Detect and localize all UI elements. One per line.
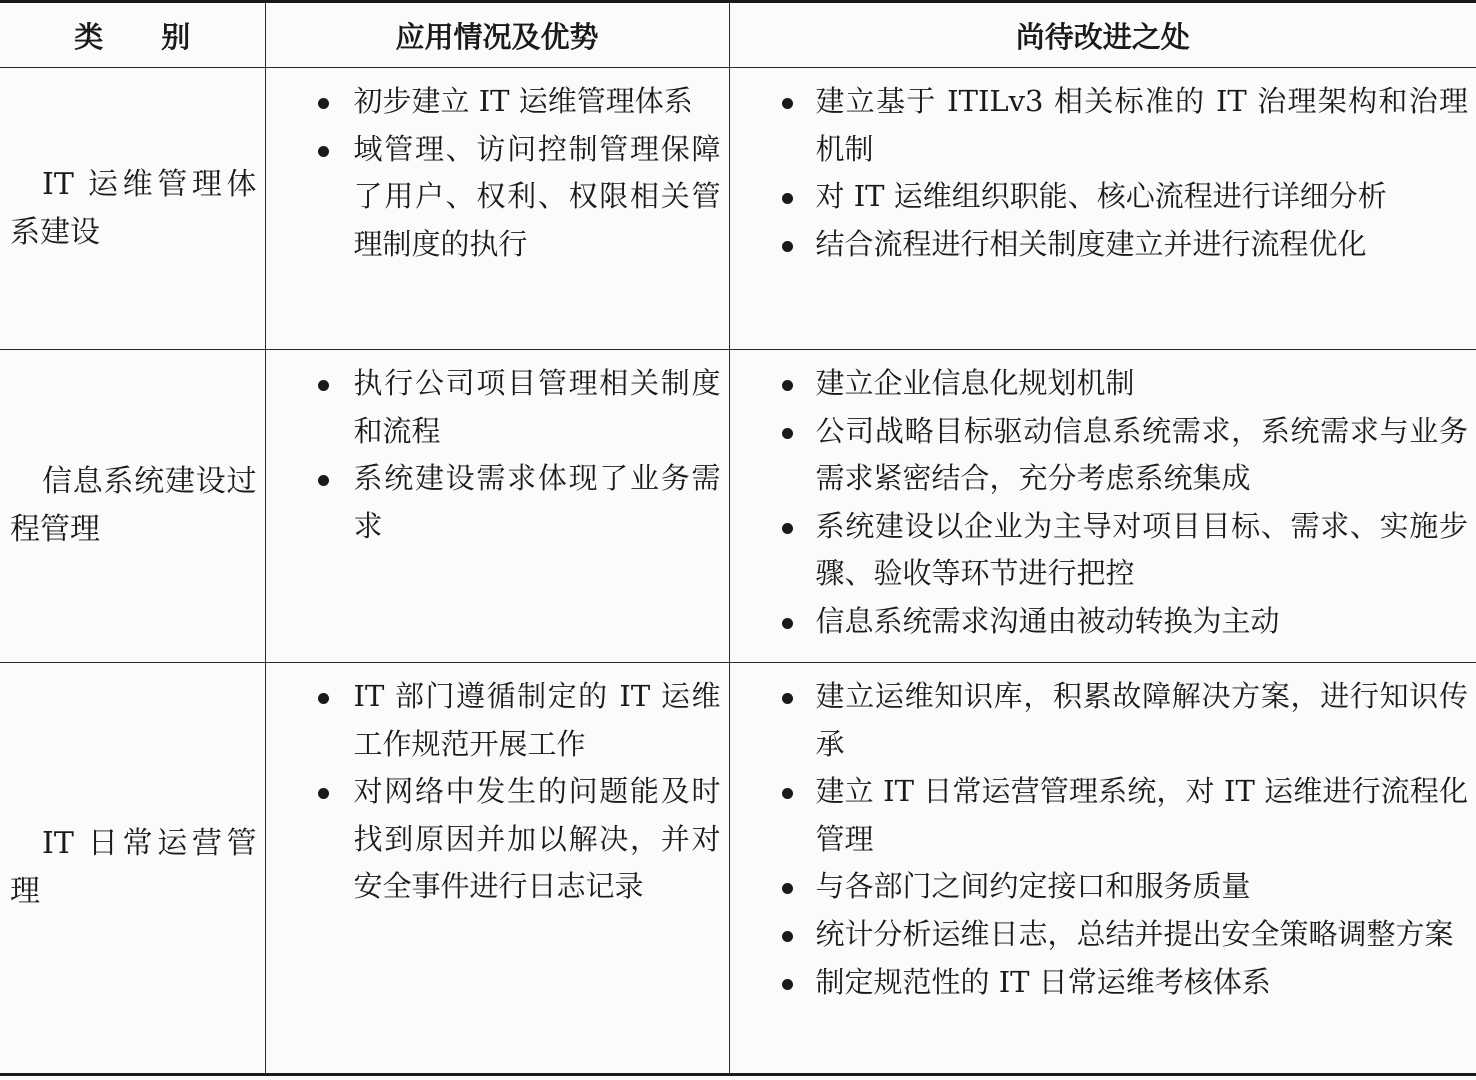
list-item <box>266 768 721 911</box>
category-cell: IT 运维管理体系建设 <box>0 68 265 350</box>
category-cell: 信息系统建设过程管理 <box>0 350 265 663</box>
advantages-cell <box>265 663 729 1075</box>
list-item-text: IT 部门遵循制定的 IT 运维工作规范开展工作 <box>353 679 721 761</box>
table-row <box>0 350 1476 663</box>
bullet-icon <box>782 788 793 799</box>
list-item <box>730 503 1469 598</box>
improvements-list <box>730 68 1476 268</box>
advantages-list <box>266 350 729 550</box>
advantages-cell <box>265 68 729 350</box>
list-item-text: 域管理、访问控制管理保障了用户、权利、权限相关管理制度的执行 <box>353 131 721 261</box>
bullet-icon <box>318 146 329 157</box>
list-item-text: 结合流程进行相关制度建立并进行流程优化 <box>815 226 1367 261</box>
list-item <box>730 173 1469 221</box>
bullet-icon <box>318 98 329 109</box>
list-item <box>266 455 721 550</box>
bullet-icon <box>782 931 793 942</box>
bullet-icon <box>782 693 793 704</box>
table-row <box>0 68 1476 350</box>
bullet-icon <box>318 788 329 799</box>
improvements-cell <box>729 350 1476 663</box>
list-item-text: 公司战略目标驱动信息系统需求，系统需求与业务需求紧密结合，充分考虑系统集成 <box>815 413 1468 496</box>
list-item-text: 建立基于 ITILv3 相关标准的 IT 治理架构和治理机制 <box>815 84 1468 166</box>
list-item <box>266 360 721 455</box>
list-item <box>266 78 721 126</box>
bullet-icon <box>318 380 329 391</box>
improvements-cell <box>729 663 1476 1075</box>
list-item <box>730 598 1469 646</box>
list-item-text: 建立运维知识库，积累故障解决方案，进行知识传承 <box>815 679 1468 761</box>
list-item-text: 建立 IT 日常运营管理系统，对 IT 运维进行流程化管理 <box>815 774 1468 856</box>
advantages-cell <box>265 350 729 663</box>
category-cell: IT 日常运营管理 <box>0 663 265 1075</box>
improvements-list <box>730 663 1476 1006</box>
list-item-text: 制定规范性的 IT 日常运维考核体系 <box>815 964 1271 999</box>
bullet-icon <box>782 883 793 894</box>
advantages-list <box>266 663 729 911</box>
list-item-text: 与各部门之间约定接口和服务质量 <box>815 869 1251 904</box>
header-advantages: 应用情况及优势 <box>265 2 729 68</box>
header-improvements: 尚待改进之处 <box>729 2 1476 68</box>
improvements-list <box>730 350 1476 646</box>
list-item-text: 系统建设以企业为主导对项目目标、需求、实施步骤、验收等环节进行把控 <box>815 508 1468 591</box>
list-item-text: 对网络中发生的问题能及时找到原因并加以解决，并对安全事件进行日志记录 <box>353 774 721 904</box>
list-item-text: 执行公司项目管理相关制度和流程 <box>353 366 721 448</box>
list-item <box>730 959 1469 1007</box>
bullet-icon <box>318 693 329 704</box>
list-item <box>266 126 721 269</box>
list-item <box>730 78 1469 173</box>
list-item-text: 统计分析运维日志，总结并提出安全策略调整方案 <box>815 916 1454 951</box>
list-item-text: 信息系统需求沟通由被动转换为主动 <box>815 603 1280 638</box>
list-item <box>730 768 1469 863</box>
bullet-icon <box>782 193 793 204</box>
bullet-icon <box>318 475 329 486</box>
bullet-icon <box>782 428 793 439</box>
list-item <box>730 673 1469 768</box>
header-category: 类别 <box>0 2 265 68</box>
list-item <box>730 408 1469 503</box>
list-item-text: 建立企业信息化规划机制 <box>815 366 1135 400</box>
bullet-icon <box>782 380 793 391</box>
bullet-icon <box>782 523 793 534</box>
list-item-text: 初步建立 IT 运维管理体系 <box>353 84 693 118</box>
bullet-icon <box>782 618 793 629</box>
list-item <box>730 863 1469 911</box>
header-row <box>0 2 1476 68</box>
list-item-text: 对 IT 运维组织职能、核心流程进行详细分析 <box>815 179 1387 214</box>
bullet-icon <box>782 241 793 252</box>
bullet-icon <box>782 98 793 109</box>
bullet-icon <box>782 979 793 990</box>
table-row <box>0 663 1476 1075</box>
list-item <box>730 360 1469 408</box>
list-item <box>730 221 1469 269</box>
list-item <box>266 673 721 768</box>
advantages-list <box>266 68 729 268</box>
improvements-cell <box>729 68 1476 350</box>
list-item <box>730 911 1469 959</box>
list-item-text: 系统建设需求体现了业务需求 <box>353 461 721 543</box>
